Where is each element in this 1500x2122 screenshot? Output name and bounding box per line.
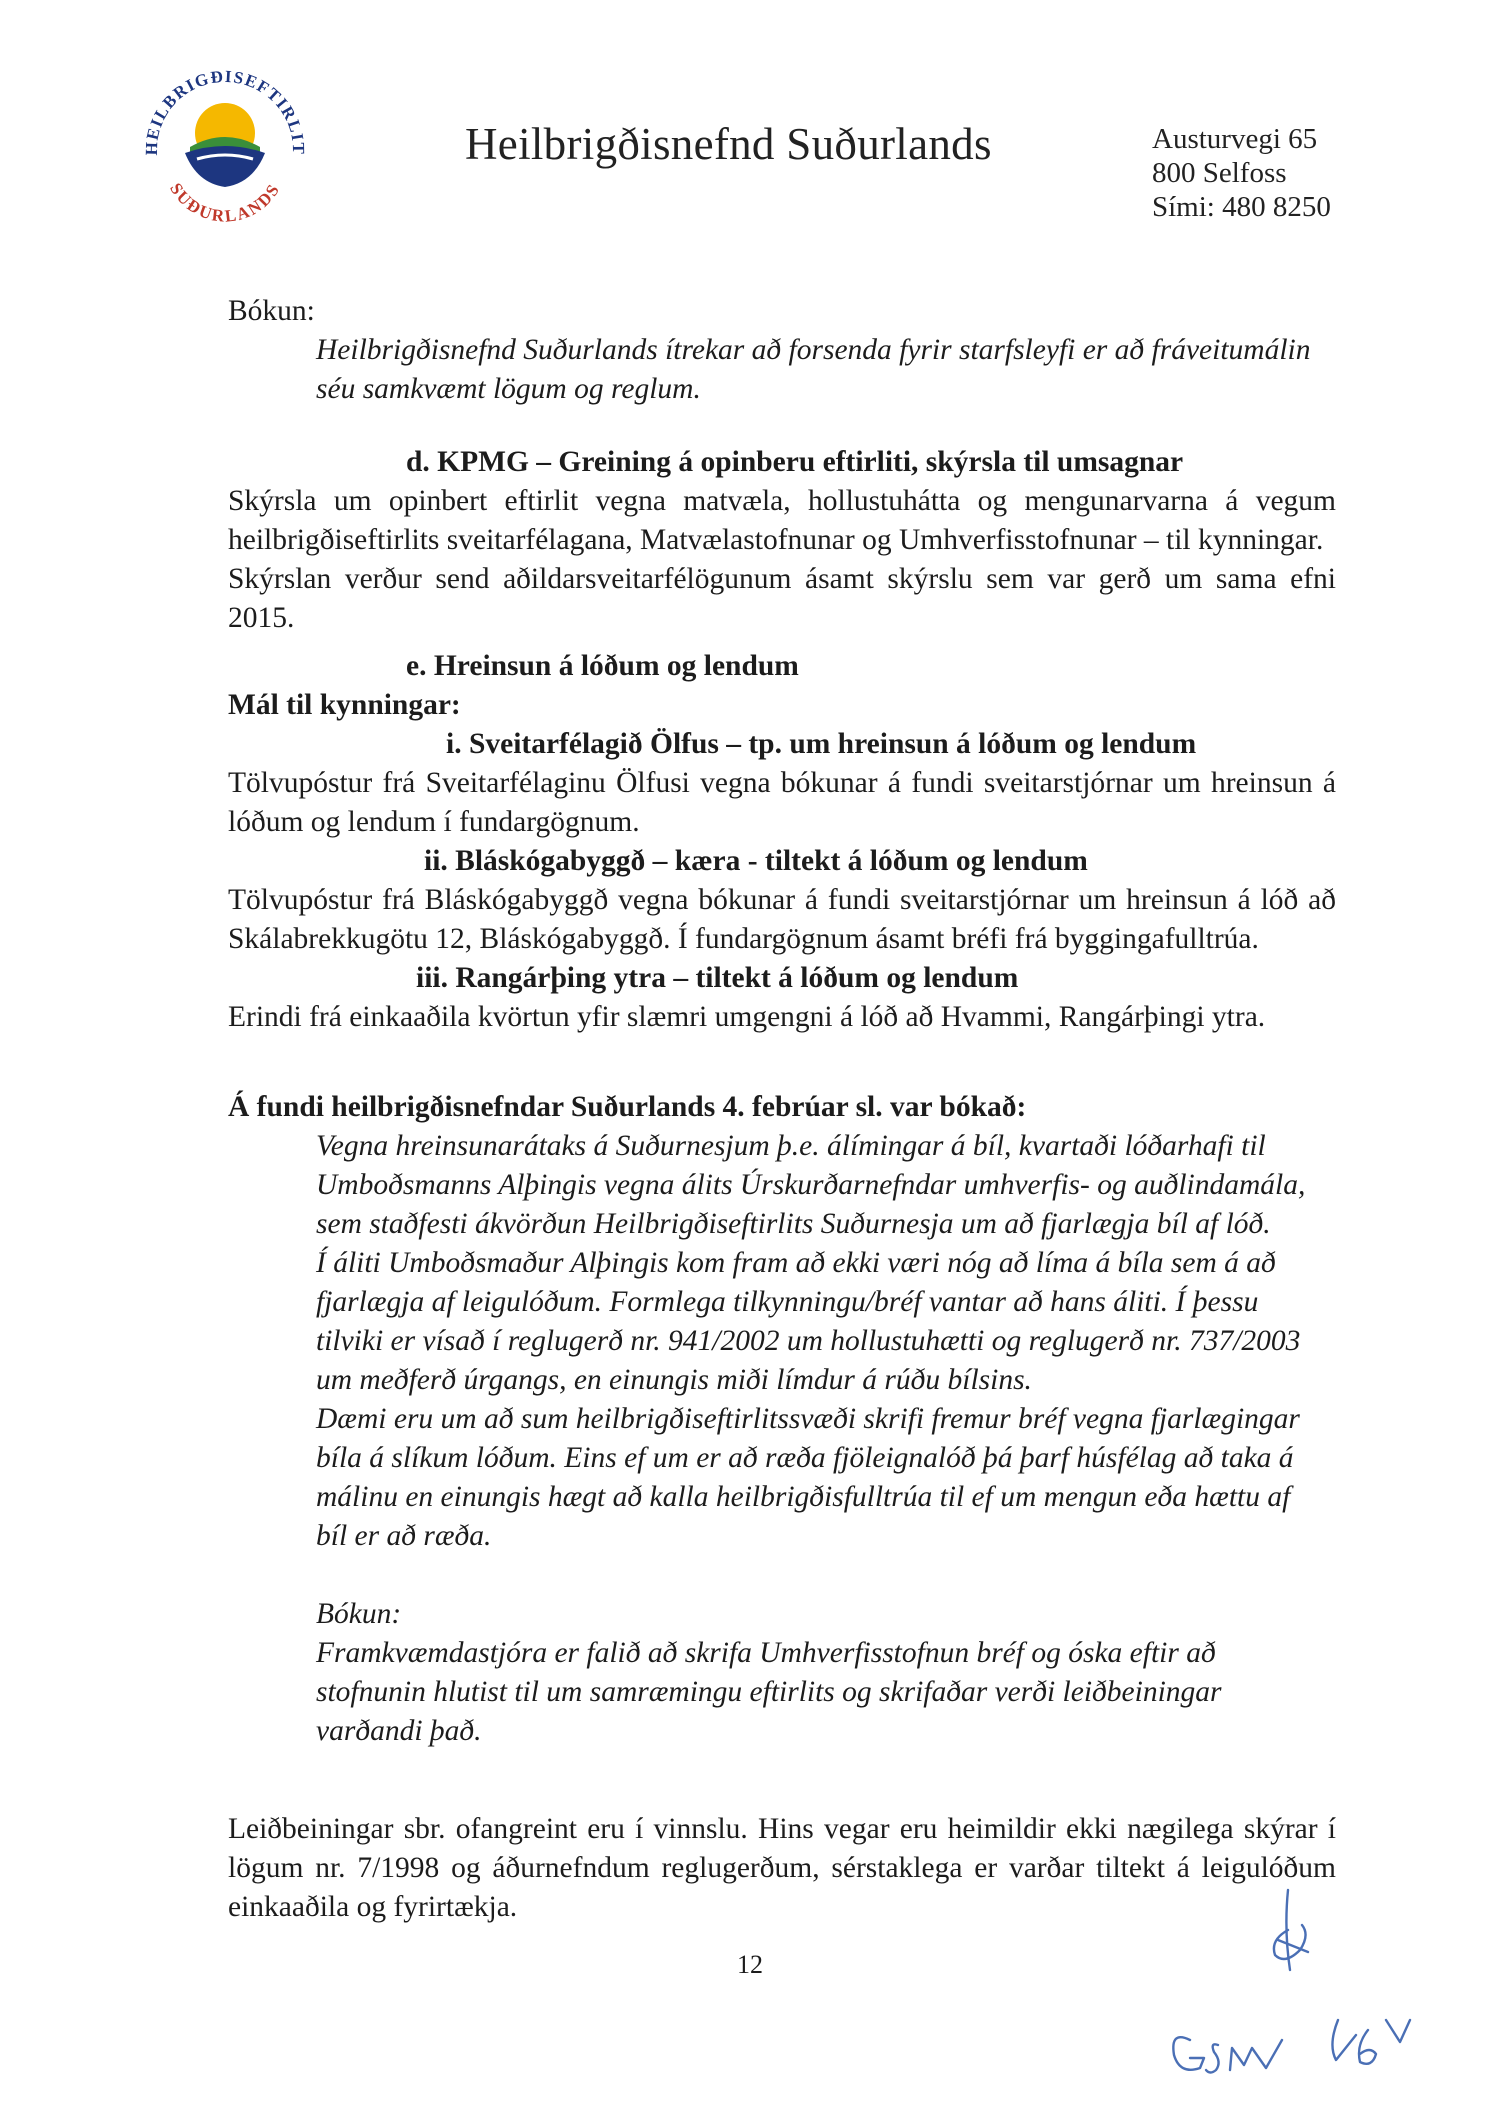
- svg-text:SUÐURLANDS: SUÐURLANDS: [166, 179, 284, 226]
- organization-address: [1152, 122, 1331, 224]
- svg-text:HEILBRIGÐISEFTIRLIT: HEILBRIGÐISEFTIRLIT: [141, 66, 309, 156]
- subitem-ii-heading: ii. Bláskógabyggð – kæra - tiltekt á lóðum og lendum: [424, 845, 1088, 877]
- address-phone: Sími: 480 8250: [1152, 191, 1331, 223]
- agenda-item-d: [228, 443, 1336, 638]
- meeting-paragraph-1: Vegna hreinsunarátaks á Suðurnesjum þ.e. álímingar á bíl, kvartaði lóðarhafi til Umboðsmanns Alþingis vegna álits Úrskurðarnefndar umhverfis- og auðlindamála, sem staðfesti ákvörðun Heilbrigðiseftirlits Suðurnesja um að fjarlægja bíl af lóð.: [316, 1130, 1306, 1240]
- page-number: 12: [737, 1950, 763, 1979]
- address-street: Austurvegi 65: [1152, 123, 1318, 155]
- address-city: 800 Selfoss: [1152, 157, 1287, 189]
- organization-logo: [135, 55, 315, 235]
- agenda-item-e-subheading: Mál til kynningar:: [228, 689, 461, 721]
- meeting-paragraph-2: Í áliti Umboðsmaður Alþingis kom fram að ekki væri nóg að líma á bíla sem á að fjarlægja af leigulóðum. Formlega tilkynningu/bréf vantar að hans áliti. Í þessu tilviki er vísað í reglugerð nr. 941/2002 um hollustuhætti og reglugerð nr. 737/2003 um meðferð úrgangs, en einungis miði límdur á rúðu bílsins.: [316, 1247, 1301, 1396]
- subitem-i-text: Tölvupóstur frá Sveitarfélaginu Ölfusi vegna bókunar á fundi sveitarstjórnar um hreinsun á lóðum og lendum í fundargögnum.: [228, 767, 1336, 838]
- agenda-item-e-heading: e. Hreinsun á lóðum og lendum: [406, 650, 799, 682]
- meeting-paragraph-3: Dæmi eru um að sum heilbrigðiseftirlitssvæði skrifi fremur bréf vegna fjarlægingar bíla á slíkum lóðum. Eins ef um er að ræða fjöleignalóð þá þarf húsfélag að taka á málinu en einungis hægt að kalla heilbrigðisfulltrúa til ef um mengun eða hættu af bíl er að ræða.: [316, 1403, 1300, 1552]
- subitem-iii-heading: iii. Rangárþing ytra – tiltekt á lóðum og lendum: [416, 962, 1019, 994]
- meeting-bokun-text: Framkvæmdastjóra er falið að skrifa Umhverfisstofnun bréf og óska eftir að stofnunin hlutist til um samræmingu eftirlits og skrifaðar verði leiðbeiningar varðandi það.: [316, 1637, 1222, 1747]
- subitem-iii-text: Erindi frá einkaaðila kvörtun yfir slæmri umgengni á lóð að Hvammi, Rangárþingi ytra.: [228, 1001, 1266, 1033]
- bokun-label: Bókun:: [228, 295, 315, 327]
- subitem-ii-text: Tölvupóstur frá Bláskógabyggð vegna bókunar á fundi sveitarstjórnar um hreinsun á lóð að Skálabrekkugötu 12, Bláskógabyggð. Í fundargögnum ásamt bréfi frá byggingafulltrúa.: [228, 884, 1336, 955]
- bokun-text: Heilbrigðisnefnd Suðurlands ítrekar að forsenda fyrir starfsleyfi er að fráveitumálin séu samkvæmt lögum og reglum.: [316, 334, 1311, 405]
- meeting-section: [228, 1088, 1336, 1751]
- organization-name: Heilbrigðisnefnd Suðurlands: [465, 119, 992, 169]
- handwritten-initials: [1160, 1870, 1460, 2110]
- meeting-bokun-label: Bókun:: [316, 1598, 402, 1630]
- agenda-item-d-heading: d. KPMG – Greining á opinberu eftirliti, skýrsla til umsagnar: [406, 446, 1184, 478]
- bokun-section-1: [228, 292, 1336, 409]
- agenda-item-d-text-2: Skýrslan verður send aðildarsveitarfélögunum ásamt skýrslu sem var gerð um sama efni 2015.: [228, 563, 1336, 634]
- subitem-i-heading: i. Sveitarfélagið Ölfus – tp. um hreinsun á lóðum og lendum: [446, 728, 1197, 760]
- agenda-item-e: [228, 647, 1336, 1037]
- closing-paragraph: Leiðbeiningar sbr. ofangreint eru í vinnslu. Hins vegar eru heimildir ekki nægilega skýrar í lögum nr. 7/1998 og áðurnefndum reglugerðum, sérstaklega er varðar tiltekt á leigulóðum einkaaðila og fyrirtækja.: [228, 1813, 1336, 1923]
- meeting-heading: Á fundi heilbrigðisnefndar Suðurlands 4. febrúar sl. var bókað:: [228, 1091, 1027, 1123]
- agenda-item-d-text-1: Skýrsla um opinbert eftirlit vegna matvæla, hollustuhátta og mengunarvarna á vegum heilbrigðiseftirlits sveitarfélagana, Matvælastofnunar og Umhverfisstofnunar – til kynningar.: [228, 485, 1336, 556]
